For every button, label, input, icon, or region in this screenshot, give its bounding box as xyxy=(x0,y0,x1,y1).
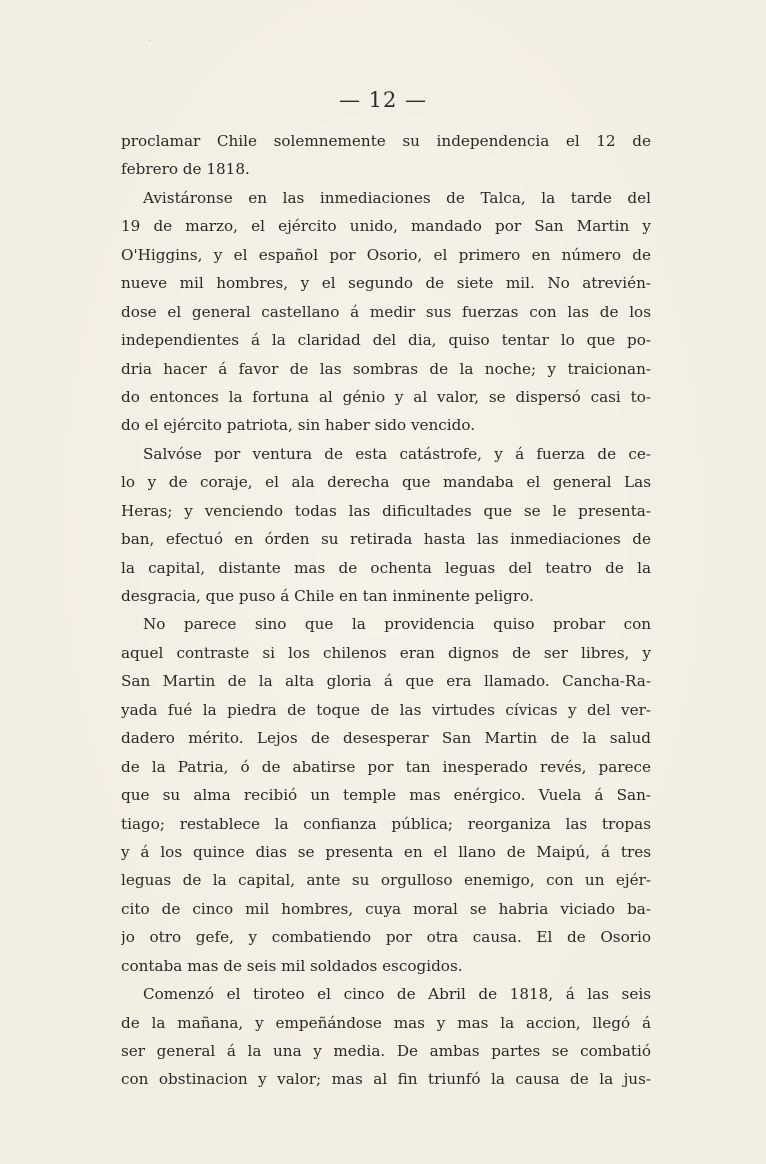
text-line: San Martin de la alta gloria á que era llamado. Cancha-Ra- xyxy=(121,672,651,691)
text-line: ser general á la una y media. De ambas partes se combatió xyxy=(121,1042,651,1060)
text-line: que su alma recibió un temple mas enérgico. Vuela á San- xyxy=(121,786,651,805)
text-line: cito de cinco mil hombres, cuya moral se habria viciado ba- xyxy=(121,899,651,918)
text-line: la capital, distante mas de ochenta leguas del teatro de la xyxy=(121,558,651,577)
text-line: y á los quince dias se presenta en el llano de Maipú, á tres xyxy=(121,842,651,861)
text-line: desgracia, que puso á Chile en tan inminente peligro. xyxy=(121,587,534,605)
text-line: de la mañana, y empeñándose mas y mas la accion, llegó á xyxy=(121,1013,651,1032)
text-line: dadero mérito. Lejos de desesperar San Martin de la salud xyxy=(121,729,651,748)
text-line: leguas de la capital, ante su orgulloso enemigo, con un ejér- xyxy=(121,871,651,890)
text-line: tiago; restablece la confianza pública; reorganiza las tropas xyxy=(121,814,651,833)
text-line: nueve mil hombres, y el segundo de siete mil. No atrevién- xyxy=(121,274,651,293)
text-line: contaba mas de seis mil soldados escogidos. xyxy=(121,956,463,975)
text-line: lo y de coraje, el ala derecha que mandaba el general Las xyxy=(121,473,651,492)
text-line: do el ejército patriota, sin haber sido vencido. xyxy=(121,416,476,435)
text-line: febrero de 1818. xyxy=(121,160,250,179)
text-line: 19 de marzo, el ejército unido, mandado por San Martin y xyxy=(121,217,651,236)
text-line: dose el general castellano á medir sus fuerzas con las de los xyxy=(121,302,651,321)
text-line: dria hacer á favor de las sombras de la noche; y traicionan- xyxy=(121,359,651,378)
text-line: con obstinacion y valor; mas al fin triunfó la causa de la jus- xyxy=(121,1070,651,1089)
text-line: de la Patria, ó de abatirse por tan inesperado revés, parece xyxy=(121,757,651,776)
text-line: Heras; y venciendo todas las dificultades que se le presenta- xyxy=(121,501,651,520)
page-number: — 12 — xyxy=(338,88,428,112)
text-line: aquel contraste si los chilenos eran dignos de ser libres, y xyxy=(121,643,651,662)
text-line: ban, efectuó en órden su retirada hasta las inmediaciones de xyxy=(121,530,651,549)
text-line: Salvóse por ventura de esta catástrofe, y á fuerza de ce- xyxy=(143,444,651,463)
text-line: Comenzó el tiroteo el cinco de Abril de 1818, á las seis xyxy=(143,985,651,1004)
text-line: Avistáronse en las inmediaciones de Talca, la tarde del xyxy=(143,188,651,207)
body-text xyxy=(121,127,651,1094)
page-speck: · xyxy=(148,36,152,47)
text-line: yada fué la piedra de toque de las virtudes cívicas y del ver- xyxy=(121,700,651,719)
text-line: No parece sino que la providencia quiso probar con xyxy=(143,615,651,634)
text-line: jo otro gefe, y combatiendo por otra causa. El de Osorio xyxy=(121,928,651,947)
text-line: proclamar Chile solemnemente su independencia el 12 de xyxy=(121,132,651,150)
text-line: O'Higgins, y el español por Osorio, el primero en número de xyxy=(121,245,651,264)
text-line: do entonces la fortuna al génio y al valor, se dispersó casi to- xyxy=(121,387,651,406)
text-line: independientes á la claridad del dia, quiso tentar lo que po- xyxy=(121,331,651,350)
